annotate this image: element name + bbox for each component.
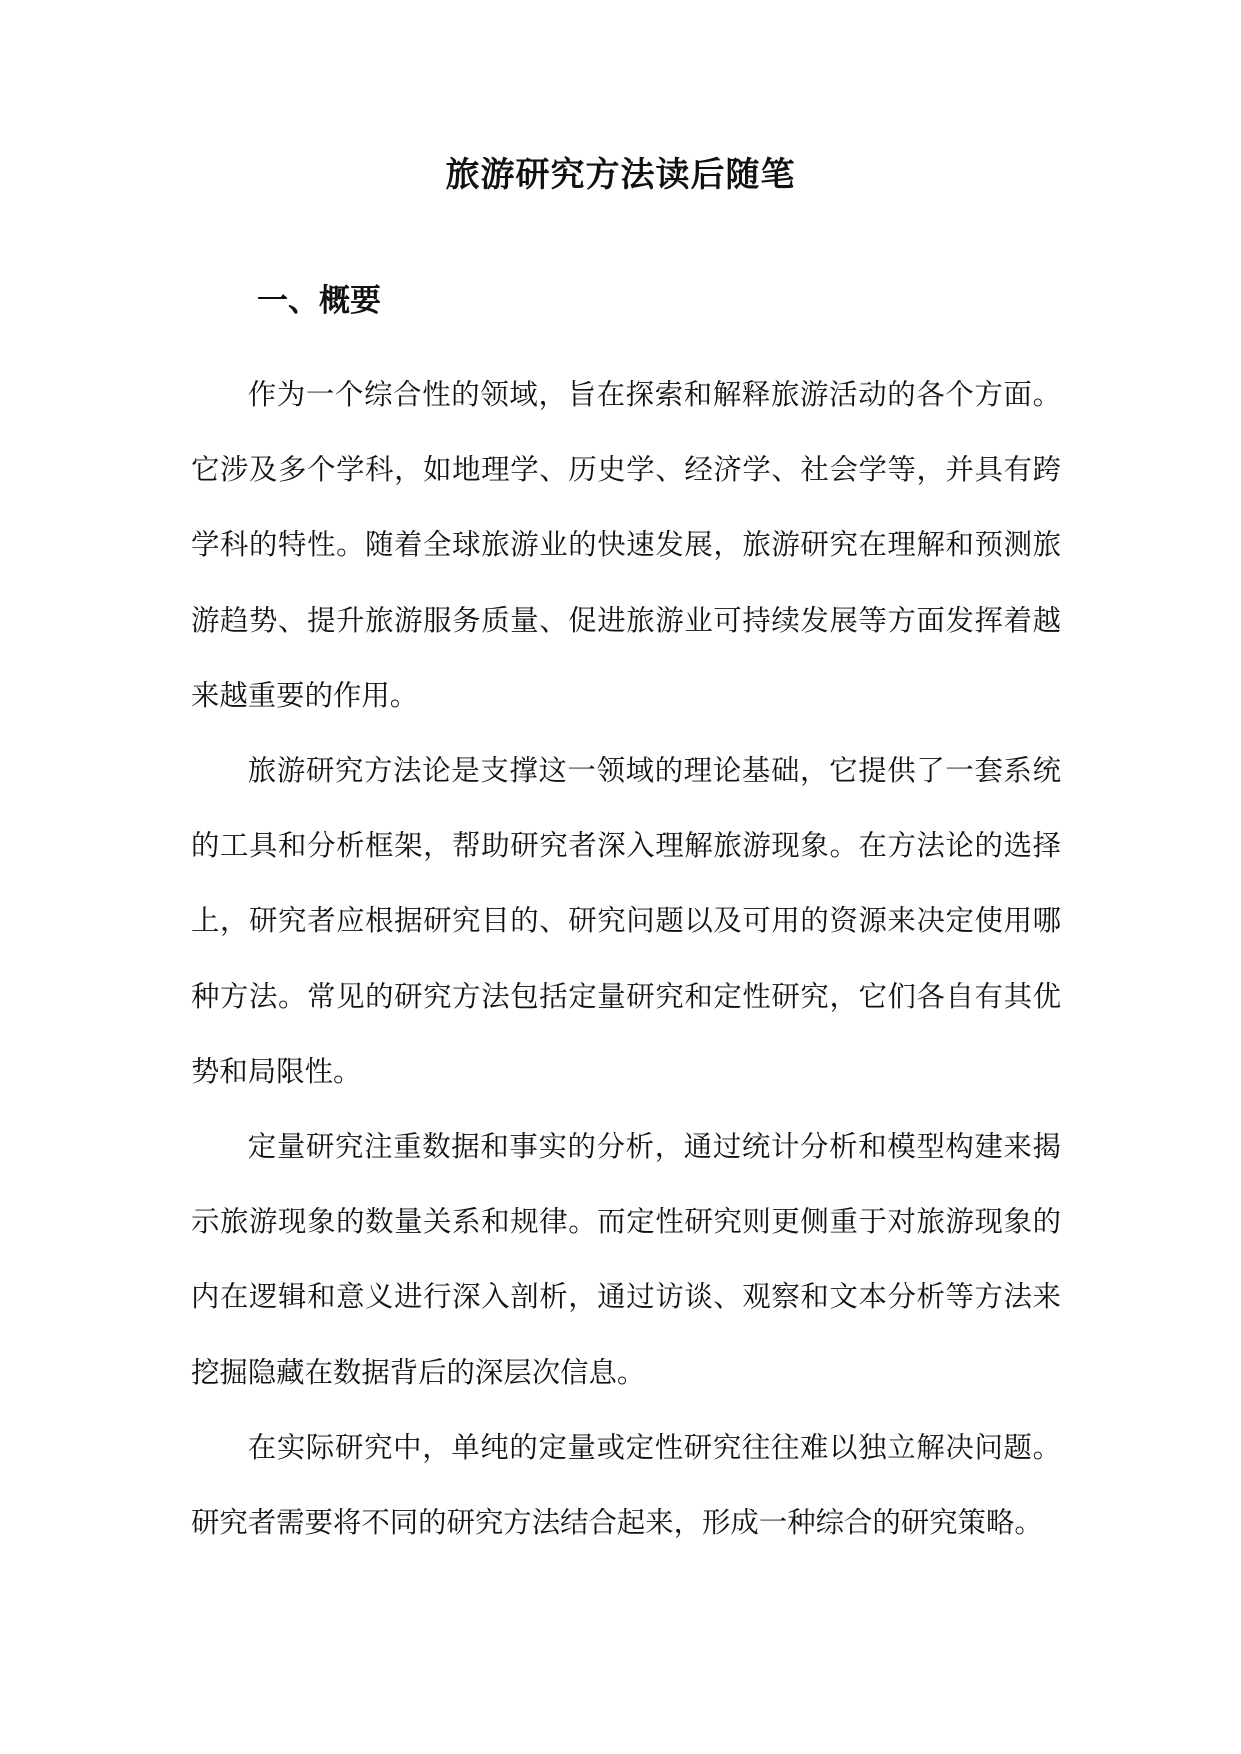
document-title: 旅游研究方法读后随笔 <box>445 155 796 195</box>
paragraph: 作为一个综合性的领域，旨在探索和解释旅游活动的各个方面。它涉及多个学科，如地理学、历史学、经济学、社会学等，并具有跨学科的特性。随着全球旅游业的快速发展，旅游研究在理解和预测旅游趋势、提升旅游服务质量、促进旅游业可持续发展等方面发挥着越来越重要的作用。 <box>191 378 1061 712</box>
section-heading-overview: 一、概要 <box>257 283 381 319</box>
document-body <box>191 357 1061 1560</box>
paragraph: 在实际研究中，单纯的定量或定性研究往往难以独立解决问题。研究者需要将不同的研究方法结合起来，形成一种综合的研究策略。 <box>191 1430 1061 1540</box>
paragraph: 旅游研究方法论是支撑这一领域的理论基础，它提供了一套系统的工具和分析框架，帮助研究者深入理解旅游现象。在方法论的选择上，研究者应根据研究目的、研究问题以及可用的资源来决定使用哪种方法。常见的研究方法包括定量研究和定性研究，它们各自有其优势和局限性。 <box>191 754 1061 1088</box>
paragraph: 定量研究注重数据和事实的分析，通过统计分析和模型构建来揭示旅游现象的数量关系和规律。而定性研究则更侧重于对旅游现象的内在逻辑和意义进行深入剖析，通过访谈、观察和文本分析等方法来挖掘隐藏在数据背后的深层次信息。 <box>191 1130 1061 1389</box>
